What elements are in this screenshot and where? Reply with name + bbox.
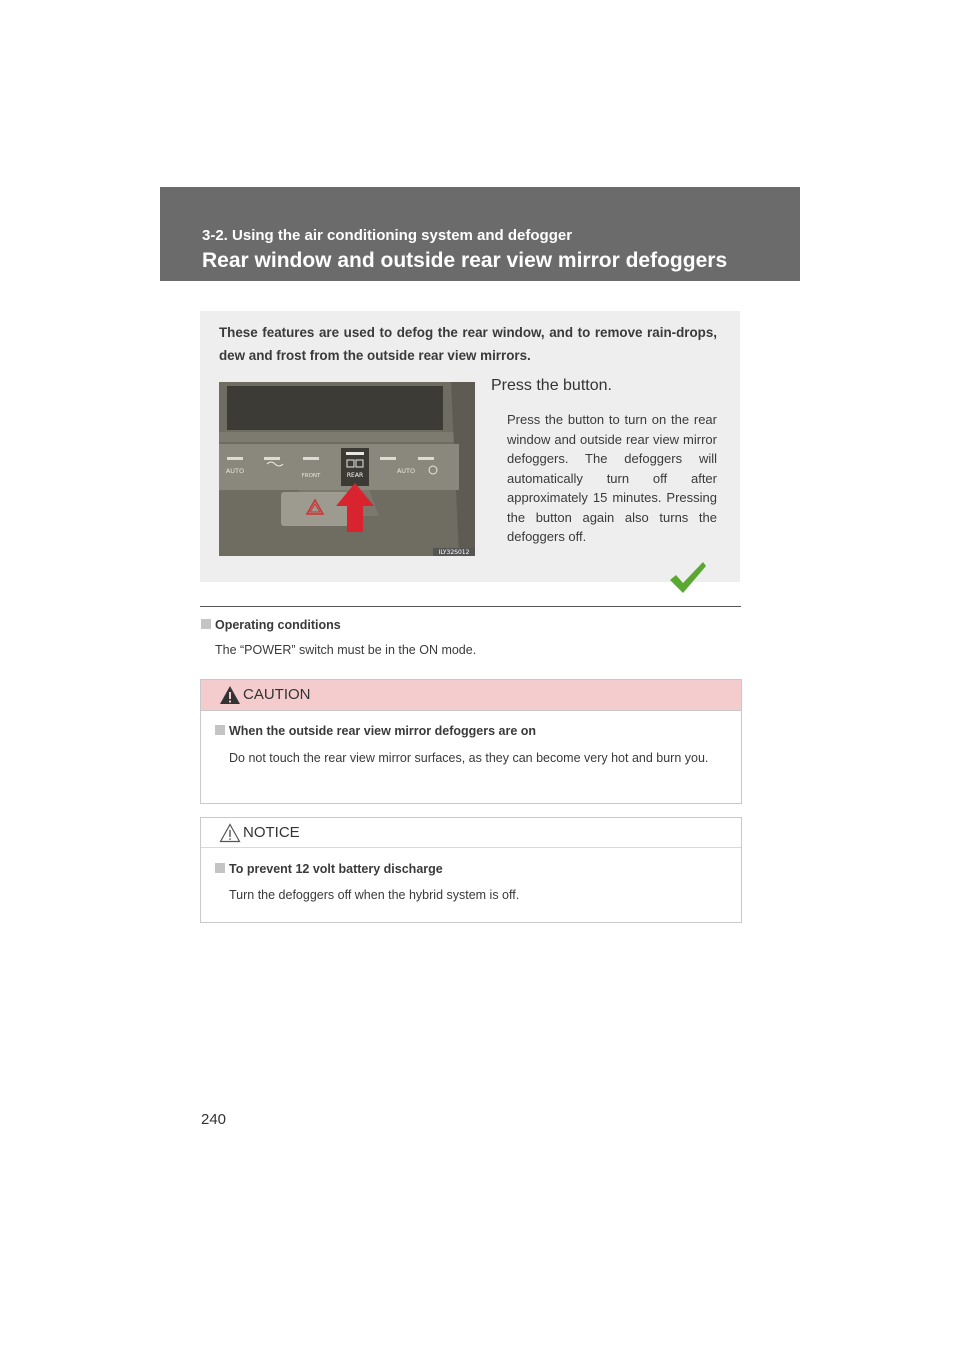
note-heading: Operating conditions [201, 618, 341, 632]
auto-left-label: AUTO [225, 467, 245, 475]
divider [200, 606, 741, 607]
caution-bar [201, 680, 741, 711]
section-label: 3-2. Using the air conditioning system and defogger [202, 227, 573, 244]
caution-body: Do not touch the rear view mirror surfaces, as they can become very hot and burn you. [229, 751, 709, 765]
warning-outline-icon [219, 823, 241, 843]
step-title: Press the button. [491, 377, 612, 394]
intro-text: These features are used to defog the rear window, and to remove rain-drops, dew and frost from the outside rear view mirrors. [219, 325, 717, 363]
notice-bar [201, 818, 741, 848]
rear-button-label: REAR [346, 472, 364, 479]
front-button-label: FRONT [301, 473, 321, 479]
step-body: Press the button to turn on the rear window and outside rear view mirror defoggers. The defoggers will automatically turn off after approximately 15 minutes. Pressing the button again also turns the defoggers off. [507, 412, 717, 544]
caution-label: CAUTION [243, 686, 311, 703]
control-panel-photo [219, 382, 475, 556]
page-title: Rear window and outside rear view mirror defoggers [202, 249, 728, 272]
checkmark-icon [668, 560, 708, 596]
note-body: The “POWER” switch must be in the ON mode. [215, 643, 477, 657]
notice-label: NOTICE [243, 824, 300, 841]
photo-code: ILY32S012 [438, 549, 470, 556]
bullet-square-icon [215, 725, 225, 735]
bullet-square-icon [201, 619, 211, 629]
bullet-square-icon [215, 863, 225, 873]
notice-heading: To prevent 12 volt battery discharge [215, 862, 443, 876]
notice-box [200, 817, 742, 923]
caution-box [200, 679, 742, 804]
warning-icon [219, 685, 241, 705]
notice-body: Turn the defoggers off when the hybrid system is off. [229, 888, 520, 902]
page-number: 240 [201, 1111, 227, 1128]
intro-panel [200, 311, 740, 582]
caution-heading: When the outside rear view mirror defoggers are on [215, 724, 536, 738]
auto-right-label: AUTO [396, 467, 416, 475]
section-header [160, 187, 800, 281]
